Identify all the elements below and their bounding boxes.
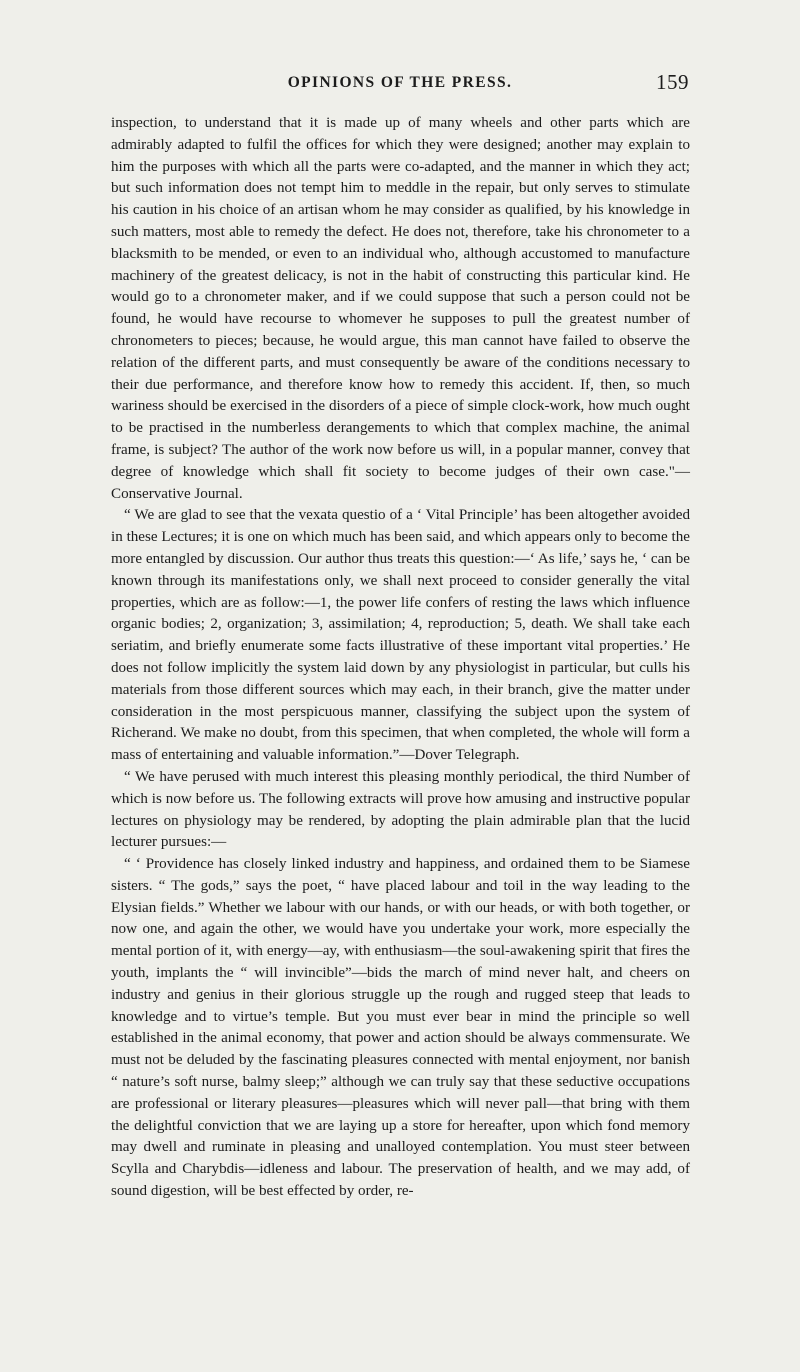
running-title: OPINIONS OF THE PRESS.: [287, 74, 513, 91]
paragraph-conservative-journal: inspection, to understand that it is made up of many wheels and other parts which are admirably adapted to fulfil the offices for which they were designed; another may explain to him the purposes with which all the parts were co-adapted, and the manner in which they act; but such information does not tempt him to meddle in the repair, but only serves to stimulate his caution in his choice of an artisan whom he may consider as qualified, by his knowledge in such matters, most able to remedy the defect. He does not, therefore, take his chronometer to a blacksmith to be mended, or even to an individual who, although accustomed to manufacture machinery of the greatest delicacy, is not in the habit of constructing this particular kind. He would go to a chronometer maker, and if we could suppose that such a person could not be found, he would have recourse to whomever he supposes to pull the greatest number of chronometers to pieces; because, he would argue, this man cannot have failed to observe the relation of the different parts, and must consequently be aware of the conditions necessary to their due performance, and therefore know how to remedy this accident. If, then, so much wariness should be exercised in the disorders of a piece of simple clock-work, how much ought to be practised in the numberless derangements to which that complex machine, the animal frame, is subject? The author of the work now before us will, in a popular manner, convey that degree of knowledge which shall fit society to become judges of their own case."—Conservative Journal.: [111, 115, 690, 502]
paragraph-periodical-intro: “ We have perused with much interest this pleasing monthly periodical, the third Number of which is now before us. The following extracts will prove how amusing and instructive popular lectures on physiology may be rendered, by adopting the plain admirable plan that the lucid lecturer pursues:—: [111, 768, 690, 851]
page-number: 159: [656, 70, 689, 94]
page-body: [111, 113, 690, 1203]
paragraph-dover-telegraph: “ We are glad to see that the vexata questio of a ‘ Vital Principle’ has been altogether avoided in these Lectures; it is one on which much has been said, and which appears only to become the more entangled by discussion. Our author thus treats this question:—‘ As life,’ says he, ‘ can be known through its manifestations only, we shall next proceed to consider generally the vital properties, which are as follow:—1, the power life confers of resting the laws which influence organic bodies; 2, organization; 3, assimilation; 4, reproduction; 5, death. We shall take each seriatim, and briefly enumerate some facts illustrative of these important vital properties.’ He does not follow implicitly the system laid down by any physiologist in particular, but culls his materials from those different sources which may each, in their branch, give the matter under consideration in the most perspicuous manner, classifying the subject upon the system of Richerand. We make no doubt, from this specimen, that when completed, the whole will form a mass of entertaining and valuable information.”—Dover Telegraph.: [111, 507, 690, 764]
page-header: [0, 70, 800, 100]
paragraph-providence-extract: “ ‘ Providence has closely linked industry and happiness, and ordained them to be Siamese sisters. “ The gods,” says the poet, “ have placed labour and toil in the way leading to the Elysian fields.” Whether we labour with our hands, or with our heads, or with both together, or now one, and again the other, we would have you undertake your work, more especially the mental portion of it, with energy—ay, with enthusiasm—the soul-awakening spirit that fires the youth, implants the “ will invincible”—bids the march of mind never halt, and cheers on industry and genius in their glorious struggle up the rough and rugged steep that leads to knowledge and to virtue’s temple. But you must ever bear in mind the principle so well established in the animal economy, that power and action should be always commensurate. We must not be deluded by the fascinating pleasures connected with mental enjoyment, nor banish “ nature’s soft nurse, balmy sleep;” although we can truly say that these seductive occupations are professional or literary pleasures—pleasures which will never pall—that bring with them the delightful conviction that we are laying up a store for hereafter, upon which fond memory may dwell and ruminate in pleasing and unalloyed contemplation. You must steer between Scylla and Charybdis—idleness and labour. The preservation of health, and we may add, of sound digestion, will be best effected by order, re-: [111, 856, 690, 1200]
